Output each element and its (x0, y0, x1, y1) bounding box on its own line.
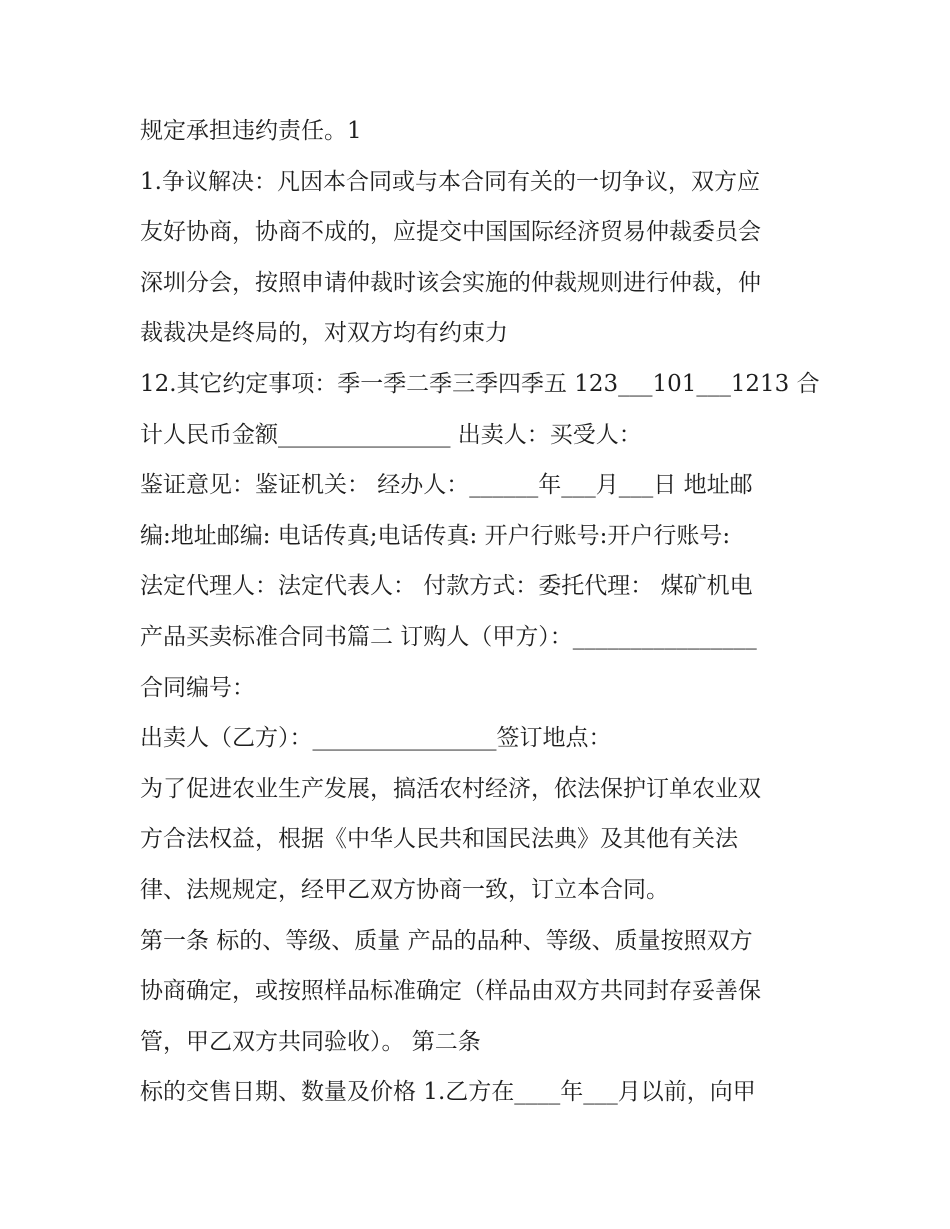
text-line: 出卖人（乙方）：________________签订地点： (140, 725, 612, 752)
document-body (140, 106, 820, 1118)
text-line: 合同编号： (140, 674, 255, 701)
text-line: 标的交售日期、数量及价格 1.乙方在____年___月以前，向甲 (140, 1079, 756, 1106)
text-line: 法定代理人：法定代表人： 付款方式：委托代理： 煤矿机电 (140, 573, 753, 600)
text-line: 编:地址邮编: 电话传真;电话传真: 开户行账号:开户行账号: (140, 522, 731, 549)
text-line: 协商确定，或按照样品标准确定（样品由双方共同封存妥善保 (140, 978, 761, 1005)
text-line: 规定承担违约责任。1 (140, 118, 362, 144)
text-line: 计人民币金额_______________ 出卖人：买受人： (140, 421, 642, 448)
text-line: 方合法权益，根据《中华人民共和国民法典》及其他有关法 (140, 826, 738, 853)
text-line: 鉴证意见：鉴证机关： 经办人：______年___月___日 地址邮 (140, 472, 753, 499)
text-line: 1.争议解决：凡因本合同或与本合同有关的一切争议，双方应 (140, 168, 760, 195)
text-line: 产品买卖标准合同书篇二 订购人（甲方）：________________ (140, 623, 757, 650)
text-line: 为了促进农业生产发展，搞活农村经济，依法保护订单农业双 (140, 775, 761, 802)
text-line: 12.其它约定事项：季一季二季三季四季五 123___101___1213 合 (140, 370, 820, 397)
text-line: 律、法规规定，经甲乙双方协商一致，订立本合同。 (140, 876, 669, 903)
text-line: 管，甲乙双方共同验收）。 第二条 (140, 1028, 481, 1055)
text-line: 深圳分会，按照申请仲裁时该会实施的仲裁规则进行仲裁，仲 (140, 269, 761, 296)
text-line: 第一条 标的、等级、质量 产品的品种、等级、质量按照双方 (140, 927, 753, 954)
text-line: 裁裁决是终局的，对双方均有约束力 (140, 320, 508, 347)
text-line: 友好协商，协商不成的，应提交中国国际经济贸易仲裁委员会 (140, 219, 761, 246)
